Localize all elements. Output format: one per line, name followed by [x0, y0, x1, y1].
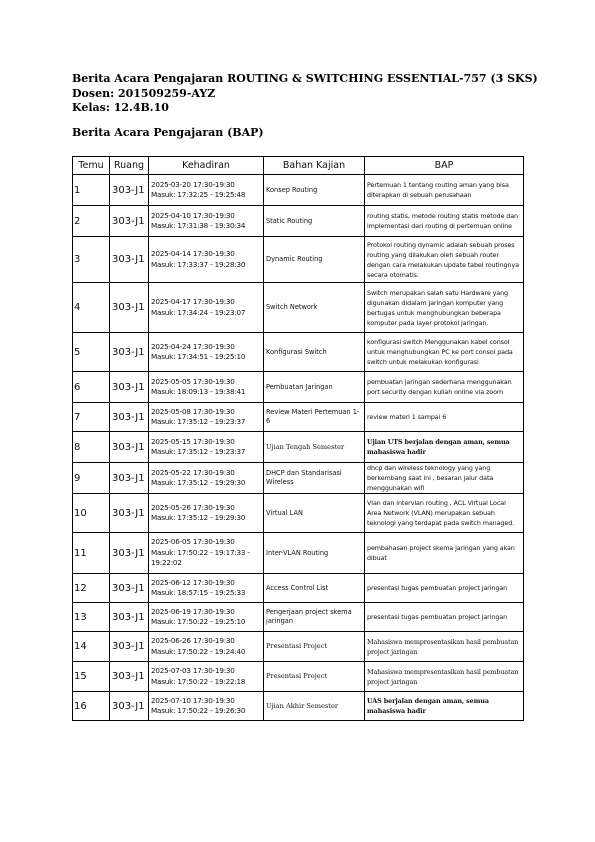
cell-bap: Mahasiswa mempresentasikan hasil pembuatan project jaringan [365, 662, 524, 692]
schedule-time: 2025-07-10 17:30-19:30 [151, 695, 235, 705]
schedule-time: 2025-04-10 17:30-19:30 [151, 210, 235, 220]
attendance-time: Masuk: 17:50:22 - 19:22:18 [151, 676, 246, 686]
cell-bap: konfigurasi switch Menggunakan kabel consol untuk menghubungkan PC ke port consol pada switch untuk melakukan konfigurasi [365, 333, 524, 372]
table-row [73, 494, 524, 533]
col-header-ruang: Ruang [110, 157, 149, 175]
cell-temu: 2 [73, 206, 110, 237]
attendance-time: Masuk: 17:33:37 - 19:28:30 [151, 259, 246, 269]
schedule-time: 2025-05-05 17:30-19:30 [151, 376, 235, 386]
cell-bap: Switch merupakan salah satu Hardware yang digunakan didalam jaringan komputer yang bertugas untuk menghubungkan beberapa komputer pada layer protokol jaringan. [365, 283, 524, 333]
cell-temu: 7 [73, 403, 110, 432]
table-body [73, 175, 524, 721]
cell-temu: 3 [73, 237, 110, 283]
attendance-time: Masuk: 17:50:22 - 19:17:33 - 19:22:02 [151, 547, 250, 568]
cell-bap: pembuatan jaringan sederhana menggunakan port security dengan kuliah online via zoom [365, 372, 524, 403]
attendance-time: Masuk: 17:35:12 - 19:23:37 [151, 447, 246, 456]
table-header-row [73, 157, 524, 175]
cell-bap: presentasi tugas pembuatan project jaringan [365, 603, 524, 632]
cell-kehadiran [149, 662, 264, 692]
cell-temu: 4 [73, 283, 110, 333]
document-header [72, 72, 538, 116]
cell-bahan-kajian: Pengerjaan project skema jaringan [264, 603, 365, 632]
attendance-time: Masuk: 17:50:22 - 19:24:40 [151, 646, 246, 656]
schedule-time: 2025-03-20 17:30-19:30 [151, 179, 235, 189]
table-row [73, 692, 524, 721]
schedule-time: 2025-06-19 17:30-19:30 [151, 606, 235, 616]
cell-ruang: 303-J1 [110, 175, 149, 206]
cell-bap: routing statis, metode routing statis metode dan implementasi dari routing di pertemuan online [365, 206, 524, 237]
cell-bahan-kajian: Presentasi Project [264, 632, 365, 662]
cell-ruang: 303-J1 [110, 372, 149, 403]
lecturer-line: Dosen: 201509259-AYZ [72, 86, 216, 100]
bap-table [72, 156, 524, 721]
col-header-temu: Temu [73, 157, 110, 175]
schedule-time: 2025-06-26 17:30-19:30 [151, 636, 235, 645]
cell-bap: review materi 1 sampai 6 [365, 403, 524, 432]
cell-bahan-kajian: Static Routing [264, 206, 365, 237]
cell-bahan-kajian: Konfigurasi Switch [264, 333, 365, 372]
cell-bap: dhcp dan wireless teknology yang yang berkembang saat ini , besaran jalur data menggunakan wifi [365, 463, 524, 494]
cell-temu: 1 [73, 175, 110, 206]
cell-kehadiran [149, 432, 264, 463]
cell-kehadiran [149, 574, 264, 603]
cell-temu: 12 [73, 574, 110, 603]
table-row [73, 632, 524, 662]
cell-temu: 16 [73, 692, 110, 721]
cell-ruang: 303-J1 [110, 206, 149, 237]
table-row [73, 283, 524, 333]
schedule-time: 2025-05-22 17:30-19:30 [151, 467, 235, 477]
cell-ruang: 303-J1 [110, 574, 149, 603]
cell-ruang: 303-J1 [110, 463, 149, 494]
cell-kehadiran [149, 283, 264, 333]
cell-bap: Protokol routing dynamic adalah sebuah proses routing yang dilakukan oleh sebuah router dengan cara melakukan update tabel routingnya secara otomatis. [365, 237, 524, 283]
schedule-time: 2025-05-15 17:30-19:30 [151, 436, 235, 446]
col-header-bahan-kajian: Bahan Kajian [264, 157, 365, 175]
cell-kehadiran [149, 175, 264, 206]
table-row [73, 333, 524, 372]
cell-bap: Pertemuan 1 tentang routing aman yang bisa diterapkan di sebuah perusahaan [365, 175, 524, 206]
attendance-time: Masuk: 17:31:38 - 19:30:34 [151, 221, 246, 230]
cell-temu: 13 [73, 603, 110, 632]
cell-bap: Mahasiswa mempresentasikan hasil pembuatan project jaringan [365, 632, 524, 662]
cell-bap: Vlan dan intervlan routing , ACL Virtual Local Area Network (VLAN) merupakan sebuah teknologi yang terdapat pada switch managed. [365, 494, 524, 533]
cell-ruang: 303-J1 [110, 533, 149, 574]
cell-bahan-kajian: Ujian Tengah Semester [264, 432, 365, 463]
schedule-time: 2025-06-12 17:30-19:30 [151, 577, 235, 587]
cell-kehadiran [149, 603, 264, 632]
cell-temu: 11 [73, 533, 110, 574]
col-header-kehadiran: Kehadiran [149, 157, 264, 175]
schedule-time: 2025-06-05 17:30-19:30 [151, 537, 235, 547]
attendance-time: Masuk: 17:50:22 - 19:26:30 [151, 706, 246, 715]
cell-bahan-kajian: Review Materi Pertemuan 1-6 [264, 403, 365, 432]
cell-bahan-kajian: Presentasi Project [264, 662, 365, 692]
cell-bahan-kajian: Virtual LAN [264, 494, 365, 533]
table-row [73, 463, 524, 494]
cell-kehadiran [149, 237, 264, 283]
cell-bahan-kajian: Inter-VLAN Routing [264, 533, 365, 574]
cell-temu: 8 [73, 432, 110, 463]
cell-bahan-kajian: Switch Network [264, 283, 365, 333]
cell-bahan-kajian: Konsep Routing [264, 175, 365, 206]
attendance-time: Masuk: 17:34:51 - 19:25:10 [151, 352, 246, 361]
table-row [73, 662, 524, 692]
cell-kehadiran [149, 494, 264, 533]
cell-temu: 9 [73, 463, 110, 494]
table-row [73, 603, 524, 632]
cell-kehadiran [149, 632, 264, 662]
table-row [73, 237, 524, 283]
attendance-time: Masuk: 18:09:13 - 19:38:41 [151, 387, 246, 396]
schedule-time: 2025-04-14 17:30-19:30 [151, 249, 235, 258]
table-row [73, 533, 524, 574]
schedule-time: 2025-07-03 17:30-19:30 [151, 666, 235, 675]
cell-ruang: 303-J1 [110, 283, 149, 333]
cell-ruang: 303-J1 [110, 237, 149, 283]
cell-bap: Ujian UTS berjalan dengan aman, semua mahasiswa hadir [365, 432, 524, 463]
col-header-bap: BAP [365, 157, 524, 175]
cell-kehadiran [149, 333, 264, 372]
cell-bap: pembahasan project skema jaringan yang akan dibuat [365, 533, 524, 574]
course-title: Berita Acara Pengajaran ROUTING & SWITCHING ESSENTIAL-757 (3 SKS) [72, 72, 538, 85]
cell-ruang: 303-J1 [110, 494, 149, 533]
attendance-time: Masuk: 17:35:12 - 19:29:30 [151, 513, 246, 522]
table-row [73, 432, 524, 463]
cell-ruang: 303-J1 [110, 632, 149, 662]
table-row [73, 175, 524, 206]
table-row [73, 574, 524, 603]
cell-bap: presentasi tugas pembuatan project jaringan [365, 574, 524, 603]
attendance-time: Masuk: 17:35:12 - 19:23:37 [151, 417, 246, 426]
cell-ruang: 303-J1 [110, 432, 149, 463]
attendance-time: Masuk: 18:57:15 - 19:25:33 [151, 588, 246, 597]
cell-temu: 14 [73, 632, 110, 662]
cell-ruang: 303-J1 [110, 603, 149, 632]
cell-ruang: 303-J1 [110, 692, 149, 721]
attendance-time: Masuk: 17:32:25 - 19:25:48 [151, 190, 246, 199]
cell-ruang: 303-J1 [110, 403, 149, 432]
cell-bahan-kajian: Pembuatan Jaringan [264, 372, 365, 403]
attendance-time: Masuk: 17:50:22 - 19:25:10 [151, 617, 246, 626]
cell-kehadiran [149, 372, 264, 403]
cell-kehadiran [149, 403, 264, 432]
table-row [73, 403, 524, 432]
cell-bahan-kajian: Access Control List [264, 574, 365, 603]
cell-kehadiran [149, 206, 264, 237]
table-row [73, 372, 524, 403]
cell-temu: 5 [73, 333, 110, 372]
cell-ruang: 303-J1 [110, 333, 149, 372]
cell-ruang: 303-J1 [110, 662, 149, 692]
cell-kehadiran [149, 533, 264, 574]
cell-bahan-kajian: DHCP dan Standarisasi Wireless [264, 463, 365, 494]
cell-kehadiran [149, 692, 264, 721]
cell-temu: 6 [73, 372, 110, 403]
cell-bahan-kajian: Ujian Akhir Semester [264, 692, 365, 721]
schedule-time: 2025-05-26 17:30-19:30 [151, 502, 235, 512]
table-row [73, 206, 524, 237]
cell-temu: 10 [73, 494, 110, 533]
cell-kehadiran [149, 463, 264, 494]
cell-bap: UAS berjalan dengan aman, semua mahasiswa hadir [365, 692, 524, 721]
schedule-time: 2025-04-17 17:30-19:30 [151, 297, 235, 306]
schedule-time: 2025-04-24 17:30-19:30 [151, 341, 235, 351]
attendance-time: Masuk: 17:34:24 - 19:23:07 [151, 307, 246, 317]
schedule-time: 2025-05-08 17:30-19:30 [151, 406, 235, 416]
cell-bahan-kajian: Dynamic Routing [264, 237, 365, 283]
bap-section-title: Berita Acara Pengajaran (BAP) [72, 126, 264, 139]
cell-temu: 15 [73, 662, 110, 692]
attendance-time: Masuk: 17:35:12 - 19:29:30 [151, 478, 246, 487]
class-line: Kelas: 12.4B.10 [72, 101, 169, 114]
